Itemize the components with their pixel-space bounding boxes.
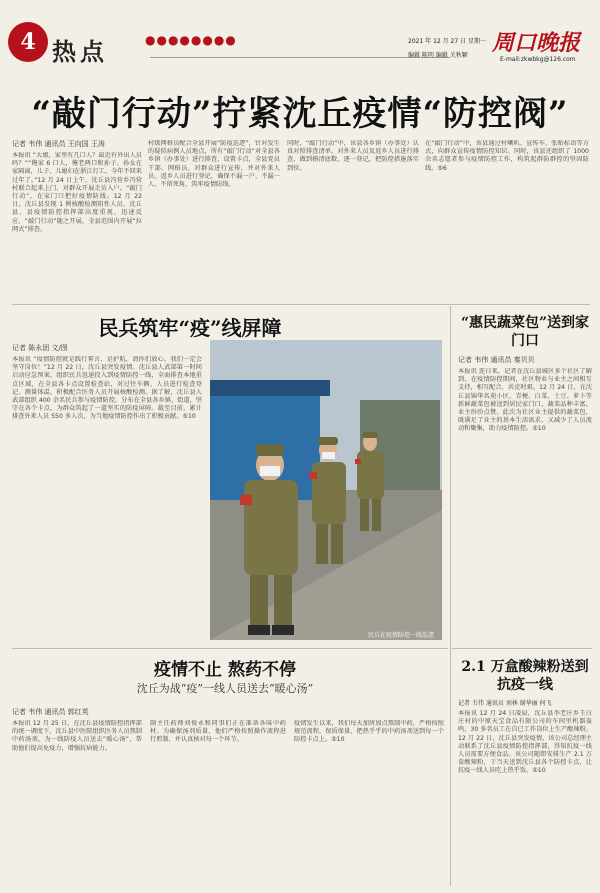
article2-headline: 民兵筑牢“疫”线屏障 [98, 316, 282, 340]
date-line: 2021 年 12 月 27 日 星期一 [408, 38, 486, 45]
header-rule [150, 57, 450, 58]
column-divider [450, 306, 451, 886]
article5-column-2: 副主任药师刘俊永和同事们正在准备各味中药材。为确保汤剂质量，他们严格按照操作流程进行煎制，并认真核对每一个环节。 [150, 720, 286, 744]
article4-byline: 记者 韦伟 通讯员 刘林 谢华丽 何飞 [458, 700, 552, 707]
divider [452, 648, 592, 649]
divider [12, 304, 590, 305]
article4-headline: 2.1 万盒酸辣粉送到抗疫一线 [461, 659, 589, 693]
page-number-badge: 4 [8, 22, 48, 62]
article4-body: 本报讯 12 月 24 日凌晨，沈丘县李老庄乡王白庄村的中原天宝食品有限公司的车间里机器轰鸣，30 多名员工在自已工作岗位上生产酸辣粉。12 月 22 日，沈丘县突发疫情，该公司总经理主动联系了沈丘县疫情防控指挥部，得知抗疫一线人员需要方便食品。该公司随即安排生产 2.1 万盒酸辣粉，于当天送到沈丘县各个防控卡点，让抗疫一线人员吃上热乎饭。⑤10 [458, 710, 592, 775]
article2-byline: 记者 陈永团 文/图 [12, 344, 68, 352]
article1-column-4: 在“敲门行动”中，该县通过村喇叭、宣传车、张贴标语等方式，向群众宣传疫情防控知识。同时，该县还组织了 1000 余名志愿者参与疫情防控工作，构筑起群防群控的坚固防线。⑤6 [425, 140, 589, 172]
section-title: 热点 [52, 37, 108, 66]
email-address[interactable]: E-mail:zkwbkg@126.com [500, 56, 576, 63]
article2-body: 本报讯 “疫情防控就是践行誓言，是护航，请你们放心，我们一定会坚守岗位！”12 月 22 日，沈丘县突发疫情。沈丘县人武部第一时间启动应急预案，组织民兵迅速投入到疫情防控一线，全面排查本地重点区域，在全县各卡点设置检查站，对过往车辆、人员进行检查登记、测量体温，积极配合医务人员开展核酸检测。据了解，沈丘县人武部组织 400 余名民兵参与疫情防控，分布在全县各乡镇、街道，坚守在各个卡点，为群众筑起了一道坚实的防疫屏障。截至目前，累计排查外来人员 550 多人次，为当地疫情防控作出了积极贡献。⑤10 [12, 356, 202, 421]
article3-byline: 记者 韦伟 通讯员 秦贝贝 [458, 356, 535, 364]
article5-headline: 疫情不止 熬药不停 [154, 660, 296, 680]
editors-line: 编辑 陈明 编辑 关秋颖 [408, 52, 468, 59]
article1-column-2: 村级网格员配合全县开展“防疫巡逻”，针对发生的疑似病例人员地点，所有“敲门行动”对全县各乡镇（办事处）进行排查，设置卡点，全县党员干部、网格员，对群众进行宣传，并对外来人员、返乡人员进行登记，确保不漏一户、不漏一人，不留死角，筑牢疫情防线。 [148, 140, 280, 189]
article5-subheadline: 沈丘为战“疫”一线人员送去“暖心汤” [136, 682, 314, 695]
article3-body: 本报讯 连日来，记者在沈丘县城区多个社区了解到，在疫情防控期间，社区物业与业主之间相互支持，相互配合，共克时艰。12 月 24 日，在沈丘县锦华名苑小区，青梗、白菜、土豆、萝卜等新鲜蔬菜包被送到居民家门口，蔬菜品种丰富，业主纷纷点赞。此次为社区业主提供的蔬菜包，既满足了业主的基本生活需求，又减少了人员流动和聚集，助力疫情防控。⑤10 [458, 368, 592, 433]
article1-column-3: 同时，“敲门行动”中，该县各乡镇（办事处）认真对照排查清单，对外来人员及返乡人员进行排查，做到摸清底数、逐一登记，把防控措施落实到位。 [287, 140, 419, 172]
divider [12, 648, 448, 649]
article5-byline: 记者 韦伟 通讯员 郭红英 [12, 708, 89, 716]
article1-byline: 记者 韦伟 通讯员 王向国 王涛 [12, 140, 105, 148]
article5-column-1: 本报讯 12 月 25 日，在沈丘县疫情防控指挥部的统一调度下，沈丘县中医院组织医务人员熬制中药汤剂，为一线防疫人员送去“暖心汤”，帮助他们提高免疫力，增强抗病能力。 [12, 720, 142, 752]
article3-headline: “惠民蔬菜包”送到家门口 [460, 315, 590, 349]
article1-column-1: 本报讯 “大娘，家里有几口人？最近有外出人员吗？”“俺家 6 口人，俺老两口和孙子、孙女在家隔离，儿子、儿媳妇在浙江打工，今年不回来过年了。”12 月 24 日上午，沈丘县冯营乡冯营村联合起来上门，对群众开展走访入户。“敲门行动”，在家门口把好疫情防线。12 月 22 日，沈丘县发现 1 例核酸检测阳性人员，沈丘县、县疫情防控指挥部高度重视，迅速反应，“敲门行动”随之开展，全县范围内开展“拉网式”排查。 [12, 152, 142, 233]
main-headline: “敲门行动”拧紧沈丘疫情“防控阀” [31, 94, 569, 134]
newspaper-logo: 周口晚报 [492, 30, 581, 56]
section-dots: ●●●●●●●● [145, 33, 237, 47]
photo-caption: 民兵在疫情防控一线巡逻 [368, 632, 435, 639]
militia-photo [210, 340, 442, 640]
article5-column-3: 疫情发生以来，我们每天加班加点熬制中药，严格按照规范流程，保质保量，把热乎乎的中药汤剂送到每一个防控卡点上。⑤10 [294, 720, 444, 744]
